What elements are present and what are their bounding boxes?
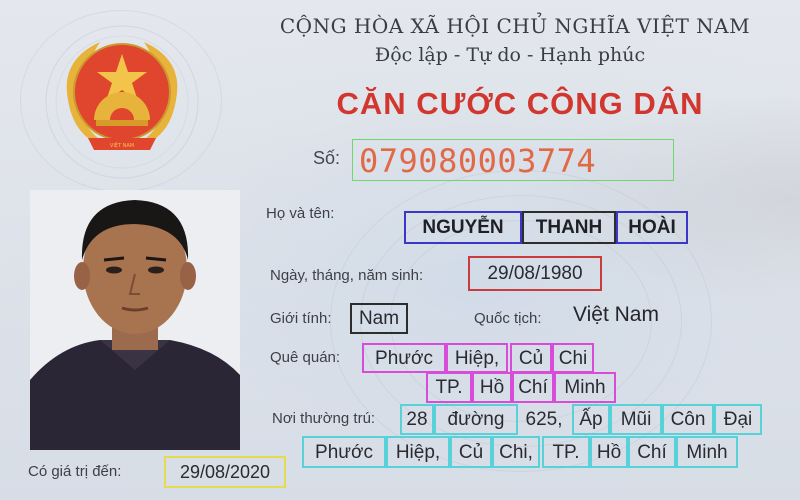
residence-word: Hồ <box>590 436 628 468</box>
hometown-label: Quê quán: <box>270 349 341 366</box>
hometown-word: Hồ <box>472 372 512 403</box>
sex-label: Giới tính: <box>270 310 332 327</box>
residence-word: 625, <box>525 409 563 430</box>
portrait-photo <box>30 190 240 450</box>
name-word: HOÀI <box>616 211 688 244</box>
nationality-value: Việt Nam <box>573 303 659 326</box>
national-emblem-icon <box>30 20 210 180</box>
residence-word: Côn <box>662 404 714 435</box>
residence-word: Chí <box>628 436 676 468</box>
residence-word: Hiệp, <box>386 436 450 468</box>
residence-label: Nơi thường trú: <box>272 410 376 427</box>
full-name-label: Họ và tên: <box>266 205 335 222</box>
sex-value: Nam <box>350 303 408 334</box>
residence-word: TP. <box>542 436 590 468</box>
name-word: THANH <box>522 211 616 244</box>
hometown-word: Phước <box>362 343 446 373</box>
hometown-word: Chi <box>552 343 594 373</box>
residence-word: Phước <box>302 436 386 468</box>
name-word: NGUYỄN <box>404 211 522 244</box>
residence-word: 28 <box>400 404 434 435</box>
hometown-word: Minh <box>554 372 616 403</box>
residence-word: Minh <box>676 436 738 468</box>
hometown-word: Chí <box>512 372 554 403</box>
residence-word: Ấp <box>572 404 610 435</box>
dob-value: 29/08/1980 <box>468 256 602 291</box>
expiry-value: 29/08/2020 <box>164 456 286 488</box>
expiry-label: Có giá trị đến: <box>28 463 122 480</box>
hometown-word: Củ <box>510 343 552 373</box>
dob-label: Ngày, tháng, năm sinh: <box>270 267 424 284</box>
hometown-word: Hiệp, <box>446 343 508 373</box>
residence-word: Chi, <box>492 436 540 468</box>
id-number-label: Số: <box>313 148 341 168</box>
motto: Độc lập - Tự do - Hạnh phúc <box>374 44 646 66</box>
hometown-word: TP. <box>426 372 472 403</box>
residence-word: Củ <box>450 436 492 468</box>
residence-word: Mũi <box>610 404 662 435</box>
country-header: CỘNG HÒA XÃ HỘI CHỦ NGHĨA VIỆT NAM <box>279 14 751 38</box>
card-title: CĂN CƯỚC CÔNG DÂN <box>336 86 704 121</box>
residence-word: đường <box>434 404 518 435</box>
id-number-value: 079080003774 <box>352 139 674 181</box>
residence-word: Đại <box>714 404 762 435</box>
svg-text:VIỆT NAM: VIỆT NAM <box>109 143 135 149</box>
nationality-label: Quốc tịch: <box>474 310 542 327</box>
